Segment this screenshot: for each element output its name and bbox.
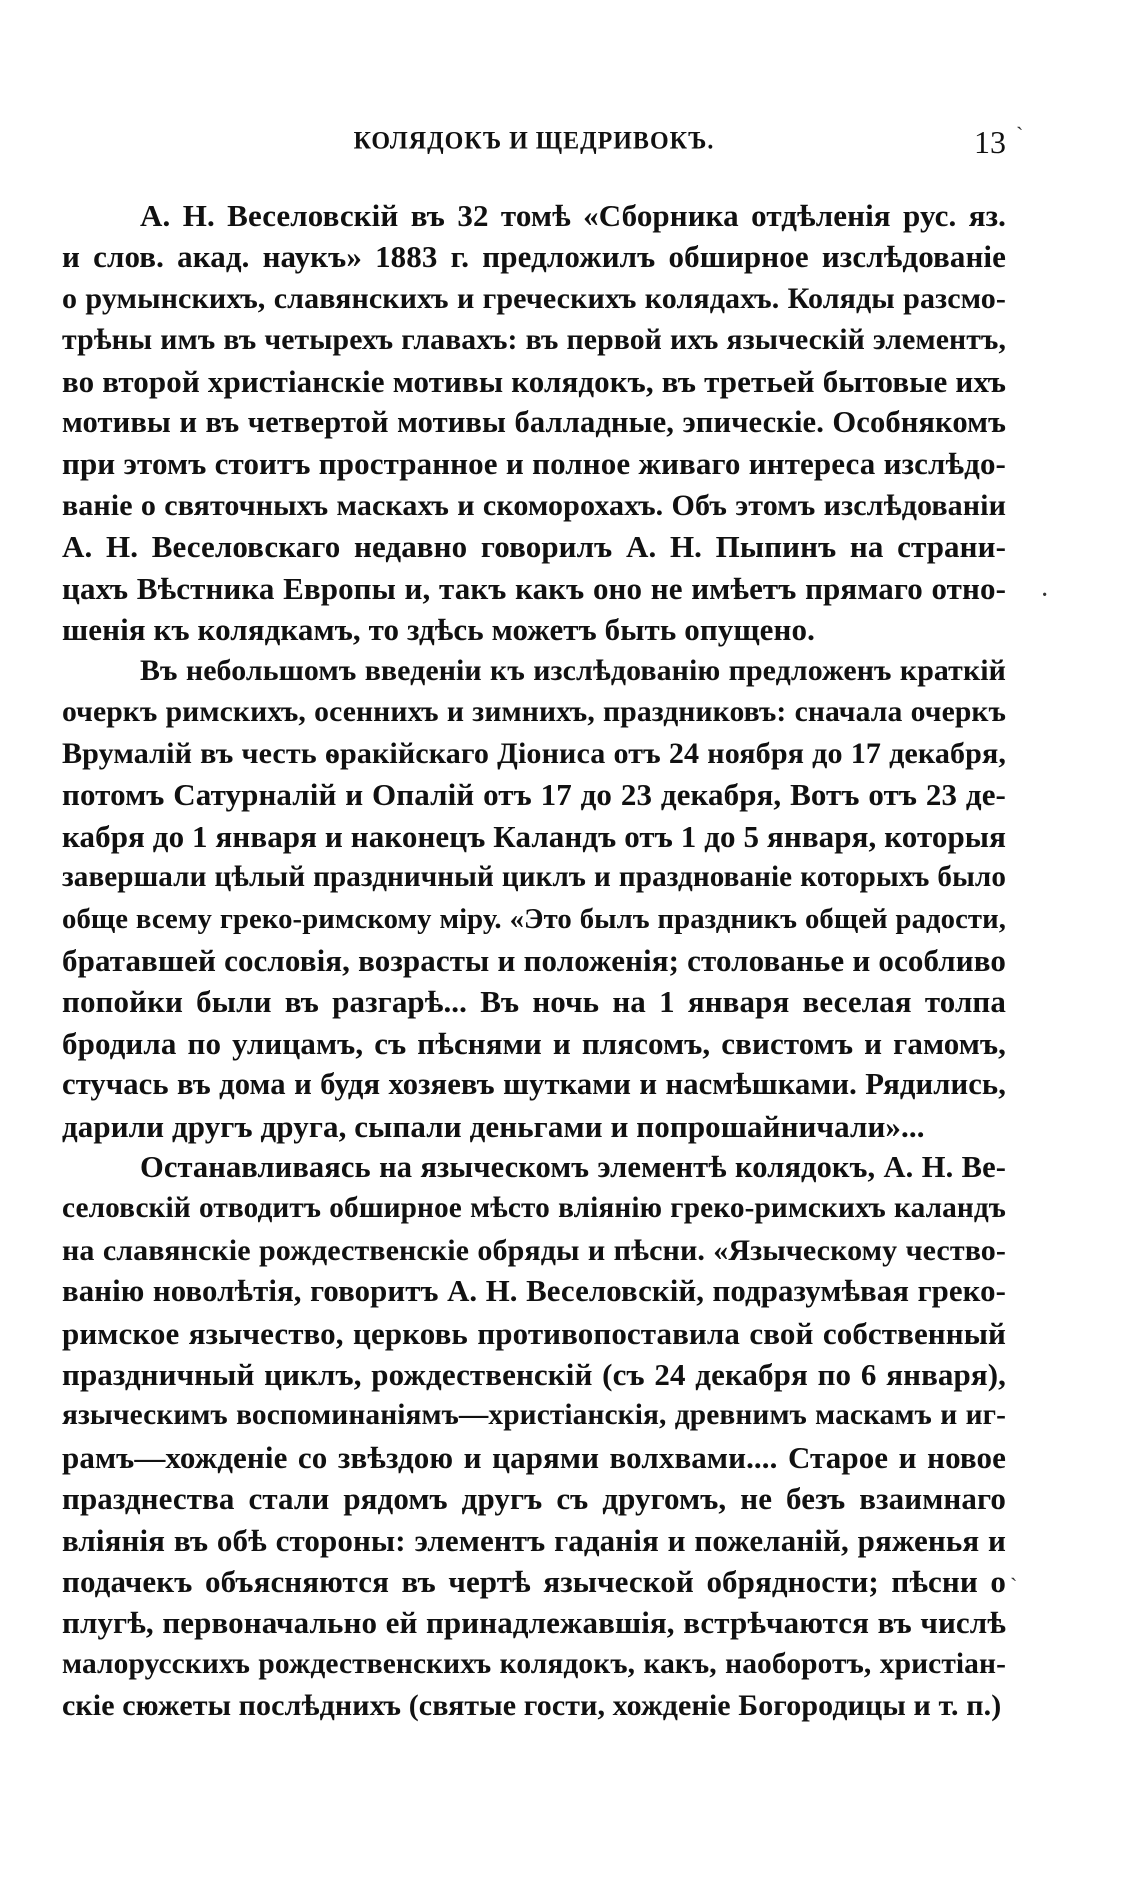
text-line: вліянія въ обѣ стороны: элементъ гаданія и пожеланій, ряженья и [62, 1522, 1006, 1558]
paragraph-3 [62, 1147, 1006, 1726]
text-line: языческимъ воспоминаніямъ—христіанскія, древнимъ маскамъ и иг- [62, 1399, 1006, 1432]
scan-mark-top: ` [1016, 122, 1024, 147]
text-line: стучась въ дома и будя хозяевъ шутками и насмѣшками. Рядились, [62, 1067, 1006, 1102]
text-line: ваніе о святочныхъ маскахъ и скоморохахъ. Объ этомъ изслѣдованіи [62, 488, 1006, 522]
text-line: мотивы и въ четвертой мотивы балладные, эпическіе. Особнякомъ [62, 404, 1006, 439]
text-line: во второй христіанскіе мотивы колядокъ, въ третьей бытовые ихъ [62, 363, 1006, 399]
text-line: Въ небольшомъ введеніи къ изслѣдованію предложенъ краткій [140, 654, 1006, 688]
text-line: Останавливаясь на языческомъ элементѣ колядокъ, А. Н. Ве- [140, 1149, 1006, 1184]
text-line: плугѣ, первоначально ей принадлежавшія, встрѣчаются въ числѣ [62, 1605, 1006, 1641]
text-line: подачекъ объясняются въ чертѣ языческой обрядности; пѣсни о [62, 1563, 1006, 1599]
text-line: на славянскіе рождественскіе обряды и пѣсни. «Языческому чество- [62, 1233, 1006, 1267]
text-line: праздничный циклъ, рождественскій (съ 24 декабря по 6 января), [62, 1356, 1006, 1392]
text-line: о румынскихъ, славянскихъ и греческихъ колядахъ. Коляды разсмо- [62, 281, 1006, 315]
text-line: обще всему греко-римскому міру. «Это былъ праздникъ общей радости, [62, 902, 1006, 935]
text-line: А. Н. Веселовскаго недавно говорилъ А. Н. Пыпинъ на страни- [62, 529, 1006, 565]
text-line: и слов. акад. наукъ» 1883 г. предложилъ обширное изслѣдованіе [62, 239, 1006, 275]
text-line: при этомъ стоитъ пространное и полное живаго интереса изслѣдо- [62, 446, 1006, 482]
text-line: ванію новолѣтія, говоритъ А. Н. Веселовскій, подразумѣвая греко- [62, 1274, 1006, 1309]
scan-mark-bottom: ` [1010, 1573, 1018, 1598]
text-line: бродила по улицамъ, съ пѣснями и плясомъ, свистомъ и гамомъ, [62, 1025, 1006, 1061]
text-line: братавшей сословія, возрасты и положенія; столованье и особливо [62, 943, 1006, 979]
text-line: А. Н. Веселовскій въ 32 томѣ «Сборника отдѣленія рус. яз. [140, 198, 1006, 233]
body-text [62, 195, 1006, 1726]
text-line: рамъ—хожденіе со звѣздою и царями волхвами.... Старое и новое [62, 1439, 1006, 1475]
text-line: селовскій отводитъ обширное мѣсто вліянію греко-римскихъ каландъ [62, 1192, 1006, 1225]
paragraph-2 [62, 650, 1006, 1147]
text-line: Врумалій въ честь ѳракійскаго Діониса отъ 24 ноября до 17 декабря, [62, 736, 1006, 771]
text-line: очеркъ римскихъ, осеннихъ и зимнихъ, праздниковъ: сначала очеркъ [62, 695, 1006, 728]
paragraph-1 [62, 195, 1006, 650]
text-line: цахъ Вѣстника Европы и, такъ какъ оно не имѣетъ прямаго отно- [62, 570, 1006, 606]
text-line: дарили другъ друга, сыпали деньгами и попрошайничали»... [62, 1108, 925, 1144]
text-line: попойки были въ разгарѣ... Въ ночь на 1 января веселая толпа [62, 984, 1006, 1020]
page-number: 13 [974, 124, 1006, 160]
running-title: КОЛЯДОКЪ И ЩЕДРИВОКЪ. [353, 127, 715, 155]
text-line: завершали цѣлый праздничный циклъ и празднованіе которыхъ было [62, 861, 1006, 894]
text-line: шенія къ колядкамъ, то здѣсь можетъ быть опущено. [62, 611, 815, 647]
text-line: празднества стали рядомъ другъ съ другомъ, не безъ взаимнаго [62, 1481, 1006, 1517]
text-line: скіе сюжеты послѣднихъ (святые гости, хожденіе Богородицы и т. п.) [62, 1689, 1002, 1723]
text-line: потомъ Сатурналій и Опалій отъ 17 до 23 декабря, Вотъ отъ 23 де- [62, 777, 1006, 813]
running-header [62, 124, 1006, 168]
text-line: малорусскихъ рождественскихъ колядокъ, какъ, наоборотъ, христіан- [62, 1647, 1006, 1680]
text-line: кабря до 1 января и наконецъ Каландъ отъ 1 до 5 января, которыя [62, 818, 1006, 854]
text-line: трѣны имъ въ четырехъ главахъ: въ первой ихъ языческій элементъ, [62, 323, 1006, 357]
text-line: римское язычество, церковь противопоставила свой собственный [62, 1315, 1006, 1351]
scan-mark-dot: · [1040, 580, 1050, 611]
